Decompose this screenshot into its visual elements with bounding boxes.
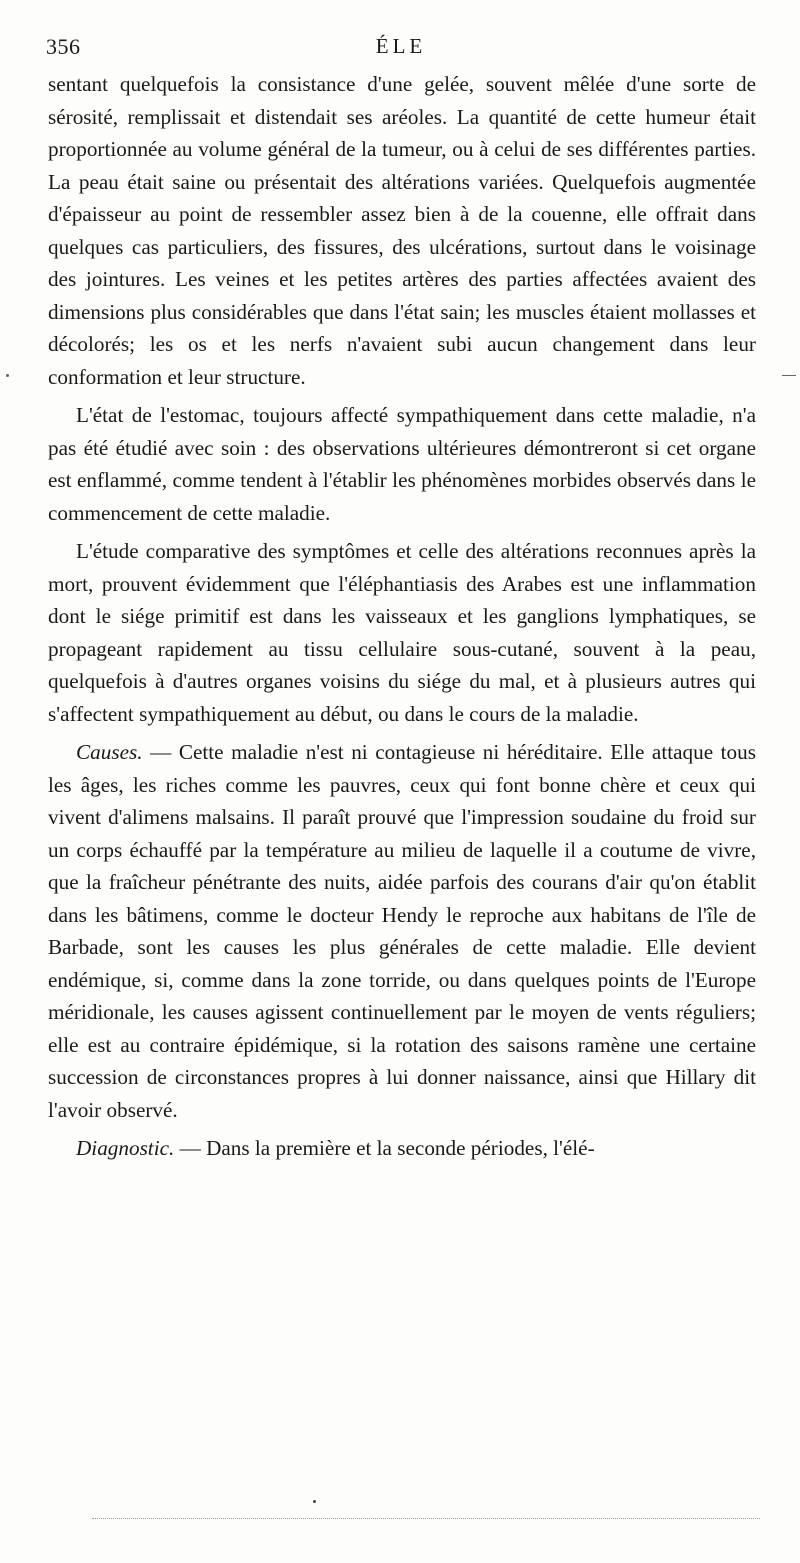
page-header-title: ÉLE (375, 34, 427, 58)
section-heading-causes: Causes. (76, 740, 143, 764)
margin-mark-right (782, 375, 796, 376)
section-heading-diagnostic: Diagnostic. (76, 1136, 175, 1160)
paragraph-comparative-study: L'étude comparative des symptômes et celle des altérations reconnues après la mort, prouvent évidemment que l'éléphantiasis des Arabes est une inflammation dont le siége primitif est dans les vaisseaux et les ganglions lymphatiques, se propageant rapidement au tissu cellulaire sous-cutané, souvent à la peau, quelquefois à d'autres organes voisins du siége du mal, et à plusieurs autres qui s'affectent sympathiquement au début, ou dans le cours de la maladie. (48, 539, 756, 726)
bleed-through-rule (92, 1518, 760, 1519)
bottom-speck (313, 1500, 316, 1503)
paragraph-continuation: sentant quelquefois la consistance d'une gelée, souvent mêlée d'une sorte de sérosité, remplissait et distendait ses aréoles. La quantité de cette humeur était proportionnée au volume général de la tumeur, ou à celui de ses différentes parties. La peau était saine ou présentait des altérations variées. Quelquefois augmentée d'épaisseur au point de ressembler assez bien à de la couenne, elle offrait dans quelques cas particuliers, des fissures, des ulcérations, surtout dans le voisinage des jointures. Les veines et les petites artères des parties affectées avaient des dimensions plus considérables que dans l'état sain; les muscles étaient mollasses et décolorés; les os et les nerfs n'avaient subi aucun changement dans leur conformation et leur structure. (48, 72, 756, 389)
page-number: 356 (46, 34, 81, 59)
running-head (46, 34, 756, 62)
paragraph-stomach: L'état de l'estomac, toujours affecté sympathiquement dans cette maladie, n'a pas été étudié avec soin : des observations ultérieures démontreront si cet organe est enflammé, comme tendent à l'établir les phénomènes morbides observés dans le commencement de cette maladie. (48, 403, 756, 525)
causes-text: — Cette maladie n'est ni contagieuse ni héréditaire. Elle attaque tous les âges, les riches comme les pauvres, ceux qui font bonne chère et ceux qui vivent d'alimens malsains. Il paraît prouvé que l'impression soudaine du froid sur un corps échauffé par la température au milieu de laquelle il a coutume de vivre, que la fraîcheur pénétrante des nuits, aidée parfois des courans d'air qu'on établit dans les bâtimens, comme le docteur Hendy le reproche aux habitans de l'île de Barbade, sont les causes les plus générales de cette maladie. Elle devient endémique, si, comme dans la zone torride, ou dans quelques points de l'Europe méridionale, les causes agissent continuellement par le moyen de vents réguliers; elle est au contraire épidémique, si la rotation des saisons ramène une certaine succession de circonstances propres à lui donner naissance, ainsi que Hillary dit l'avoir observé. (48, 740, 756, 1122)
paragraph-diagnostic (48, 1132, 756, 1165)
margin-mark-left (6, 374, 9, 377)
paragraph-causes (48, 736, 756, 1126)
diagnostic-text: — Dans la première et la seconde périodes, l'élé- (174, 1136, 595, 1160)
body-text (48, 68, 756, 1171)
